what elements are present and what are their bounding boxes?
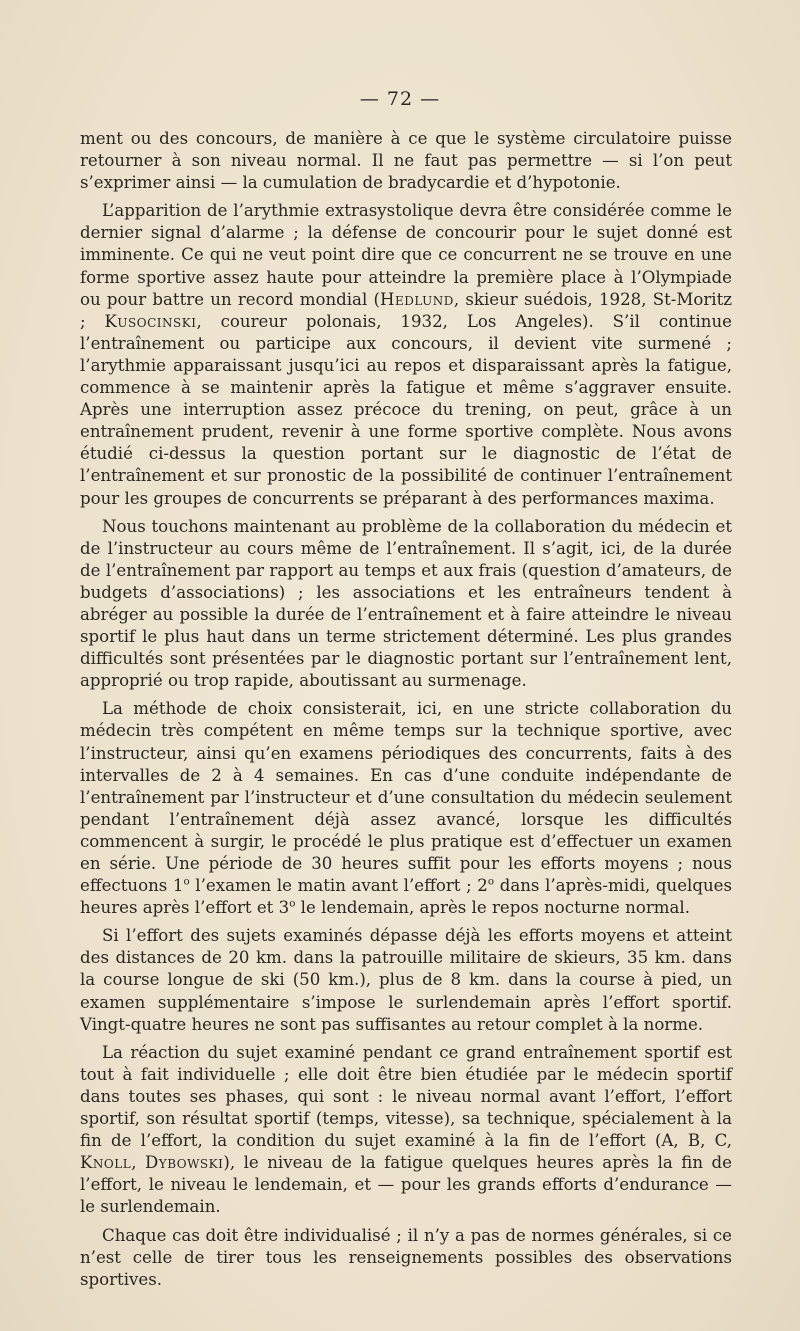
- paragraph-3: Nous touchons maintenant au problème de la collaboration du médecin et de l’instructeur au cours même de l’entraînement. Il s’agit, ici, de la durée de l’entraînement par rapport au temps et aux frais (question d’amateurs, de budgets d’associations) ; les associations et les entraîneurs tendent à abréger au possible la durée de l’entraînement et à faire atteindre le niveau sportif le plus haut dans un terme strictement déterminé. Les plus grandes difficultés sont présentées par le diagnostic portant sur l’entraînement lent, approprié ou trop rapide, aboutissant au surmenage.: [80, 516, 732, 691]
- ordinal-superscript-1: o: [183, 875, 190, 888]
- paragraph-6: [80, 1042, 732, 1219]
- author-name-knoll: Knoll: [80, 1153, 132, 1173]
- paragraph-6-part-b: ,: [131, 1153, 145, 1173]
- author-name-hedlund: Hedlund: [379, 289, 454, 309]
- ordinal-superscript-3: o: [289, 897, 296, 910]
- paragraph-4-part-d: le lendemain, après le repos nocturne normal.: [295, 898, 690, 918]
- paragraph-5: Si l’effort des sujets examinés dépasse déjà les efforts moyens et atteint des distances de 20 km. dans la patrouille militaire de skieurs, 35 km. dans la course longue de ski (50 km.), plus de 8 km. dans la course à pied, un examen supplémentaire s’impose le surlendemain après l’effort sportif. Vingt-quatre heures ne sont pas suffisantes au retour complet à la norme.: [80, 926, 732, 1034]
- paragraph-2-part-b: , skieur suédois, 1928, St-Moritz ;: [80, 289, 732, 331]
- paragraph-4-part-a: La méthode de choix consisterait, ici, en une stricte collaboration du médecin très compétent en même temps sur la technique sportive, avec l’instructeur, ainsi qu’en examens périodiques des concurrents, faits à des intervalles de 2 à 4 semaines. En cas d’une conduite indépendante de l’entraînement par l’instructeur et d’une consultation du médecin seulement pendant l’entraînement déjà assez avancé, lorsque les difficultés commencent à surgir, le procédé le plus pratique est d’effectuer un examen en série. Une période de 30 heures suffit pour les efforts moyens ; nous effectuons 1: [80, 699, 732, 896]
- paragraph-2-part-a: L’apparition de l’arythmie extrasystolique devra être considérée comme le dernier signal d’alarme ; la défense de concourir pour le sujet donné est imminente. Ce qui ne veut point dire que ce concurrent ne se trouve en une forme sportive assez haute pour atteindre la première place à l’Olympiade ou pour battre un record mondial (: [80, 201, 732, 309]
- paragraph-1: ment ou des concours, de manière à ce que le système circulatoire puisse retourner à son niveau normal. Il ne faut pas permettre — si l’on peut s’exprimer ainsi — la cumulation de bradycardie et d’hypotonie.: [80, 129, 732, 193]
- author-name-dybowski: Dybowski: [144, 1153, 224, 1173]
- paragraph-4-part-c: dans l’après-midi, quelques heures après l’effort et 3: [80, 876, 732, 918]
- paragraph-2-part-c: , coureur polonais, 1932, Los Angeles). S’il continue l’entraînement ou participe aux concours, il devient vite surmené ; l’arythmie apparaissant jusqu’ici au repos et disparaissant après la fatigue, commence à se maintenir après la fatigue et même s’aggraver ensuite. Après une interruption assez précoce du trening, on peut, grâce à un entraînement prudent, revenir à une forme sportive complète. Nous avons étudié ci-dessus la question portant sur le diagnostic de l’état de l’entraînement et sur pronostic de la possibilité de continuer l’entraînement pour les groupes de concurrents se préparant à des performances maxima.: [80, 311, 732, 508]
- paragraph-4-part-b: l’examen le matin avant l’effort ; 2: [189, 876, 488, 896]
- paragraph-6-part-a: La réaction du sujet examiné pendant ce grand entraînement sportif est tout à fait individuelle ; elle doit être bien étudiée par le médecin sportif dans toutes ses phases, qui sont : le niveau normal avant l’effort, l’effort sportif, son résultat sportif (temps, vitesse), sa technique, spécialement à la fin de l’effort, la condition du sujet examiné à la fin de l’effort (A, B, C,: [80, 1042, 732, 1151]
- paragraph-6-part-c: ), le niveau de la fatigue quelques heures après la fin de l’effort, le niveau le lendemain, et — pour les grands efforts d’endurance — le surlendemain.: [80, 1153, 732, 1217]
- ordinal-superscript-2: o: [487, 875, 495, 888]
- body-text: [80, 128, 732, 1297]
- paragraph-2: [80, 200, 732, 509]
- author-name-kusocinski: Kusocinski: [104, 311, 197, 331]
- paragraph-4: [80, 698, 732, 919]
- paragraph-7: Chaque cas doit être individualisé ; il n’y a pas de normes générales, si ce n’est celle de tirer tous les renseignements possibles des observations sportives.: [80, 1225, 732, 1289]
- page-number: — 72 —: [359, 88, 441, 110]
